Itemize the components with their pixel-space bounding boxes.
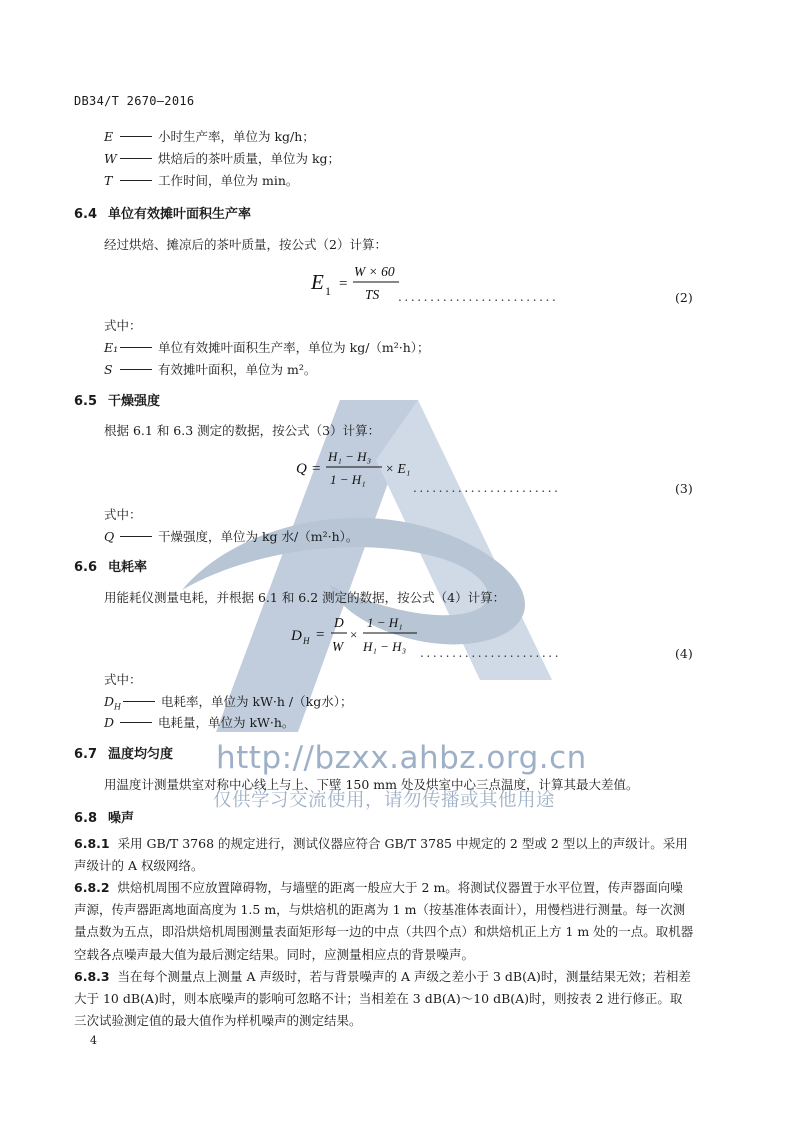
watermark-note: 仅供学习交流使用，请勿传播或其他用途: [213, 790, 556, 811]
formula-4: [285, 610, 425, 660]
em-dash: [123, 701, 155, 702]
em-dash: [120, 180, 152, 181]
em-dash: [120, 369, 152, 370]
section-number: 6.4: [74, 207, 98, 222]
section-number: 6.6: [74, 560, 98, 575]
formula-den2: H₁ − H₃: [363, 639, 407, 654]
svg-text:×: ×: [350, 627, 358, 642]
clause-6-8-3: [74, 966, 694, 1033]
em-dash: [120, 347, 152, 348]
page-number: 4: [90, 1034, 97, 1047]
paragraph: 经过烘焙、摊凉后的茶叶质量，按公式（2）计算：: [104, 237, 387, 252]
section-heading-6-8: [74, 807, 134, 826]
section-heading-6-5: [74, 390, 160, 409]
where-label: 式中：: [104, 672, 142, 687]
paragraph: 用温度计测量烘室对称中心线上与上、下壁 150 mm 处及烘室中心三点温度，计算其最大差值。: [104, 777, 639, 792]
svg-text:=: =: [316, 627, 325, 643]
def-symbol: $D_H$: [104, 694, 122, 712]
formula-lhs: Q: [296, 461, 307, 477]
where-label: 式中：: [104, 507, 142, 522]
watermark-url: http://bzxx.ahbz.org.cn: [216, 740, 587, 776]
paragraph: 用能耗仪测量电耗，并根据 6.1 和 6.2 测定的数据，按公式（4）计算：: [104, 590, 506, 605]
em-dash: [120, 536, 152, 537]
formula-num2: 1 − H₁: [367, 615, 403, 630]
def-row: [104, 713, 294, 731]
section-title: 噪声: [108, 811, 135, 826]
def-row: [104, 338, 430, 356]
section-heading-6-6: [74, 556, 147, 575]
formula-denominator: TS: [365, 287, 380, 302]
leader-dots: ......................: [420, 646, 562, 660]
clause-text: 采用 GB/T 3768 的规定进行，测试仪器应符合 GB/T 3785 中规定的 2 型或 2 型以上的声级计。采用声级计的 A 权级网络。: [74, 836, 688, 874]
svg-text:=: =: [312, 461, 321, 477]
def-text: 有效摊叶面积，单位为 m²。: [158, 362, 317, 377]
section-title: 干燥强度: [108, 394, 161, 409]
equation-number: (3): [675, 481, 693, 496]
formula-numerator: H₁ − H₃: [328, 449, 372, 464]
paragraph: 根据 6.1 和 6.3 测定的数据，按公式（3）计算：: [104, 423, 381, 438]
formula-tail: × E₁: [385, 461, 411, 476]
def-symbol: E₁: [104, 340, 119, 355]
def-row: [104, 171, 298, 189]
equation-number: (2): [675, 290, 693, 305]
section-number: 6.7: [74, 747, 98, 762]
em-dash: [120, 158, 152, 159]
def-symbol: Q: [104, 529, 115, 544]
clause-text: 当在每个测量点上测量 A 声级时，若与背景噪声的 A 声级之差小于 3 dB(A)时，测量结果无效；若相差大于 10 dB(A)时，则本底噪声的影响可忽略不计；当相差在 3 dB(A)～10 dB(A)时，则按表 2 进行修正。取三次试验测定值的最大值作为样机噪声的测定结果。: [74, 969, 691, 1029]
def-symbol: S: [104, 362, 113, 377]
section-title: 温度均匀度: [108, 747, 174, 762]
formula-lhs: D: [291, 628, 302, 644]
def-symbol: E: [104, 129, 114, 144]
def-symbol: D: [104, 715, 115, 730]
clause-number: 6.8.1: [74, 836, 110, 851]
def-text: 小时生产率，单位为 kg/h；: [158, 129, 315, 144]
def-symbol: W: [104, 151, 117, 166]
formula-3: [290, 444, 430, 494]
svg-text:=: =: [339, 276, 348, 292]
equation-number: (4): [675, 646, 693, 661]
leader-dots: .........................: [398, 290, 559, 304]
def-row: [104, 360, 316, 378]
clause-6-8-1: [74, 833, 694, 877]
clause-text: 烘焙机周围不应放置障碍物，与墙壁的距离一般应大于 2 m。将测试仪器置于水平位置，传声器面向噪声源，传声器距离地面高度为 1.5 m，与烘焙机的距离为 1 m（按基准体表面计），用慢档进行测量。每一次测量点数为五点，即沿烘焙机周围测量表面矩形每一边的中点（共四个点）和烘焙机正上方 1 m 处的一点。取机器空载各点噪声最大值为最后测定结果。同时，应测量相应点的背景噪声。: [74, 880, 694, 962]
def-text: 工作时间，单位为 min。: [158, 173, 299, 188]
def-text: 烘焙后的茶叶质量，单位为 kg；: [158, 151, 341, 166]
section-number: 6.5: [74, 394, 98, 409]
def-symbol: T: [104, 173, 113, 188]
section-number: 6.8: [74, 811, 98, 826]
section-title: 电耗率: [108, 560, 148, 575]
def-text: 单位有效摊叶面积生产率，单位为 kg/（m²·h）；: [158, 340, 430, 355]
section-heading-6-4: [74, 203, 251, 222]
def-row: [104, 149, 340, 167]
section-title: 单位有效摊叶面积生产率: [108, 207, 252, 222]
section-heading-6-7: [74, 743, 173, 762]
def-row: [104, 692, 352, 712]
def-text: 干燥强度，单位为 kg 水/（m²·h）。: [158, 529, 359, 544]
def-row: [104, 127, 315, 145]
formula-den1: W: [332, 639, 344, 654]
where-label: 式中：: [104, 318, 142, 333]
leader-dots: .......................: [413, 481, 561, 495]
def-text: 电耗量，单位为 kW·h。: [158, 715, 295, 730]
clause-6-8-2: [74, 877, 694, 966]
doc-header: DB34/T 2670—2016: [74, 94, 195, 108]
formula-numerator: W × 60: [354, 264, 395, 279]
em-dash: [120, 722, 152, 723]
em-dash: [120, 136, 152, 137]
formula-denominator: 1 − H₁: [330, 472, 366, 487]
formula-lhs-sub: H: [303, 636, 310, 646]
def-row: [104, 527, 358, 545]
def-text: 电耗率，单位为 kW·h /（kg水）；: [161, 694, 353, 709]
clause-number: 6.8.3: [74, 969, 110, 984]
formula-lhs: E: [311, 270, 324, 294]
formula-lhs-sub: 1: [325, 284, 331, 298]
formula-num1: D: [334, 615, 344, 630]
clause-number: 6.8.2: [74, 880, 110, 895]
